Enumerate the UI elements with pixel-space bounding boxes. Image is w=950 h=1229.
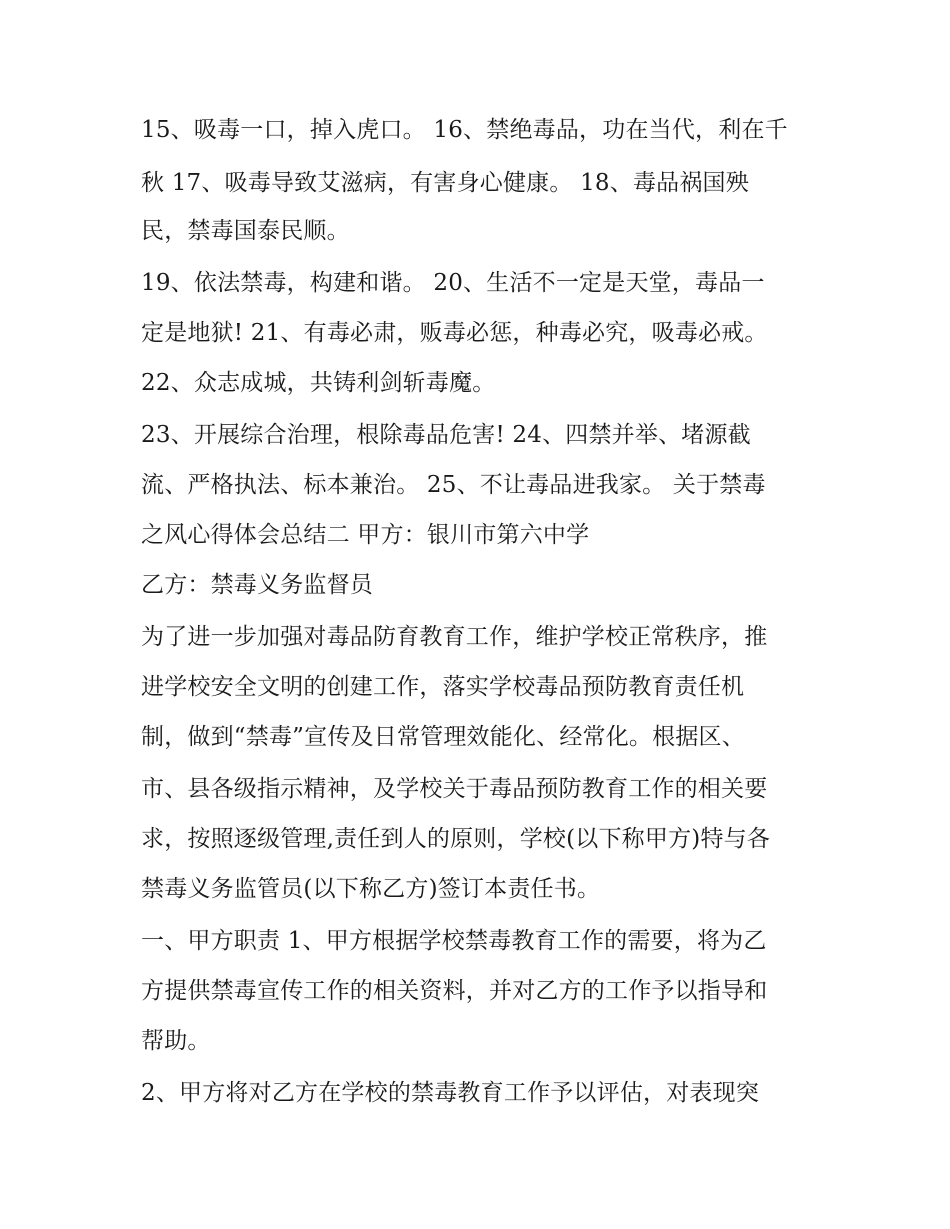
- text-line-13: 制，做到“禁毒”宣传及日常管理效能化、经常化。根据区、: [141, 724, 745, 750]
- text-line-12: 进学校安全文明的创建工作，落实学校毒品预防教育责任机: [141, 674, 745, 700]
- text-line-5: 定是地狱! 21、有毒必肃，贩毒必惩，种毒必究，吸毒必戒。: [141, 320, 768, 346]
- text-line-17: 一、甲方职责 1、甲方根据学校禁毒教育工作的需要，将为乙: [141, 928, 767, 954]
- text-line-4: 19、依法禁毒，构建和谐。 20、生活不一定是天堂，毒品一: [141, 270, 765, 296]
- text-line-2: 秋 17、吸毒导致艾滋病，有害身心健康。 18、毒品祸国殃: [141, 170, 749, 196]
- text-line-1: 15、吸毒一口，掉入虎口。 16、禁绝毒品，功在当代，利在千: [141, 117, 788, 143]
- text-line-20: 2、甲方将对乙方在学校的禁毒教育工作予以评估，对表现突: [141, 1080, 760, 1106]
- text-line-9: 之风心得体会总结二 甲方：银川市第六中学: [141, 522, 590, 548]
- text-line-8: 流、严格执法、标本兼治。 25、不让毒品进我家。 关于禁毒: [141, 472, 766, 498]
- text-line-18: 方提供禁毒宣传工作的相关资料，并对乙方的工作予以指导和: [141, 978, 768, 1004]
- text-line-15: 求，按照逐级管理,责任到人的原则，学校(以下称甲方)特与各: [141, 826, 771, 852]
- text-line-11: 为了进一步加强对毒品防育教育工作，维护学校正常秩序，推: [141, 624, 768, 650]
- text-line-19: 帮助。: [141, 1028, 211, 1054]
- text-line-3: 民，禁毒国泰民顺。: [141, 218, 350, 244]
- text-line-14: 市、县各级指示精神，及学校关于毒品预防教育工作的相关要: [141, 776, 768, 802]
- text-line-6: 22、众志成城，共铸利剑斩毒魔。: [141, 370, 496, 396]
- text-line-16: 禁毒义务监管员(以下称乙方)签订本责任书。: [141, 876, 601, 902]
- text-line-7: 23、开展综合治理，根除毒品危害! 24、四禁并举、堵源截: [141, 422, 751, 448]
- text-line-10: 乙方：禁毒义务监督员: [141, 572, 373, 598]
